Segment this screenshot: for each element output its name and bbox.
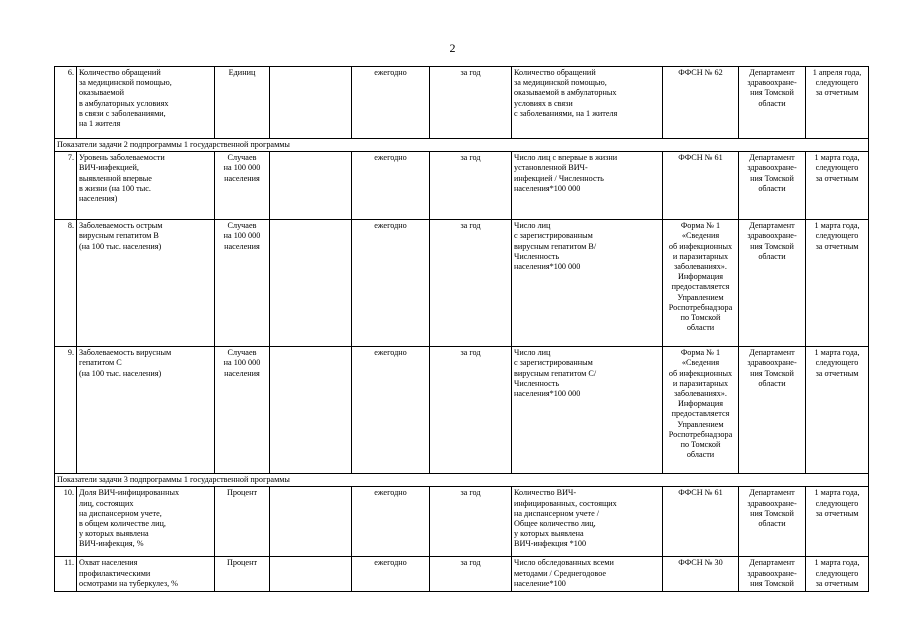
deadline: 1 марта года, следующего за отчетным bbox=[806, 557, 869, 592]
blank-cell bbox=[270, 152, 352, 220]
data-source: ФФСН № 61 bbox=[663, 487, 739, 557]
table-row bbox=[55, 347, 869, 474]
calculation-method: Число лиц с зарегистрированным вирусным гепатитом С/ Численность населения*100 000 bbox=[512, 347, 663, 474]
indicator-name: Заболеваемость острым вирусным гепатитом В (на 100 тыс. населения) bbox=[77, 220, 215, 347]
indicator-name: Уровень заболеваемости ВИЧ-инфекцией, выявленной впервые в жизни (на 100 тыс. населения) bbox=[77, 152, 215, 220]
period: за год bbox=[430, 487, 512, 557]
row-number: 6. bbox=[55, 67, 77, 139]
responsible-body: Департамент здравоохране- ния Томской области bbox=[739, 487, 806, 557]
period: за год bbox=[430, 220, 512, 347]
indicators-table bbox=[54, 66, 869, 592]
responsible-body: Департамент здравоохране- ния Томской области bbox=[739, 347, 806, 474]
row-number: 10. bbox=[55, 487, 77, 557]
data-source: ФФСН № 30 bbox=[663, 557, 739, 592]
section-header-task-3 bbox=[55, 474, 869, 487]
blank-cell bbox=[270, 67, 352, 139]
unit-of-measure: Единиц bbox=[215, 67, 270, 139]
responsible-body: Департамент здравоохране- ния Томской области bbox=[739, 220, 806, 347]
row-number: 8. bbox=[55, 220, 77, 347]
table-body bbox=[55, 67, 869, 592]
calculation-method: Количество обращений за медицинской помощью, оказываемой в амбулаторных условиях в связи с заболеваниями, на 1 жителя bbox=[512, 67, 663, 139]
table-row bbox=[55, 487, 869, 557]
deadline: 1 марта года, следующего за отчетным bbox=[806, 152, 869, 220]
frequency: ежегодно bbox=[352, 347, 430, 474]
calculation-method: Количество ВИЧ- инфицированных, состоящих на диспансерном учете / Общее количество лиц, у которых выявлена ВИЧ-инфекция *100 bbox=[512, 487, 663, 557]
table-row bbox=[55, 220, 869, 347]
deadline: 1 марта года, следующего за отчетным bbox=[806, 487, 869, 557]
frequency: ежегодно bbox=[352, 152, 430, 220]
period: за год bbox=[430, 67, 512, 139]
blank-cell bbox=[270, 220, 352, 347]
data-source: Форма № 1 «Сведения об инфекционных и паразитарных заболеваниях». Информация предоставляется Управлением Роспотребнадзора по Томской области bbox=[663, 220, 739, 347]
responsible-body: Департамент здравоохране- ния Томской bbox=[739, 557, 806, 592]
unit-of-measure: Процент bbox=[215, 557, 270, 592]
blank-cell bbox=[270, 487, 352, 557]
calculation-method: Число лиц с впервые в жизни установленной ВИЧ- инфекцией / Численность населения*100 000 bbox=[512, 152, 663, 220]
data-source: Форма № 1 «Сведения об инфекционных и паразитарных заболеваниях». Информация предоставляется Управлением Роспотребнадзора по Томской области bbox=[663, 347, 739, 474]
period: за год bbox=[430, 347, 512, 474]
page-number: 2 bbox=[449, 41, 456, 55]
indicator-name: Доля ВИЧ-инфицированных лиц, состоящих на диспансерном учете, в общем количестве лиц, у которых выявлена ВИЧ-инфекция, % bbox=[77, 487, 215, 557]
section-header-task-2 bbox=[55, 139, 869, 152]
unit-of-measure: Случаев на 100 000 населения bbox=[215, 152, 270, 220]
table-row bbox=[55, 152, 869, 220]
responsible-body: Департамент здравоохране- ния Томской области bbox=[739, 67, 806, 139]
unit-of-measure: Случаев на 100 000 населения bbox=[215, 220, 270, 347]
row-number: 7. bbox=[55, 152, 77, 220]
table-row bbox=[55, 67, 869, 139]
deadline: 1 марта года, следующего за отчетным bbox=[806, 347, 869, 474]
frequency: ежегодно bbox=[352, 220, 430, 347]
frequency: ежегодно bbox=[352, 557, 430, 592]
blank-cell bbox=[270, 557, 352, 592]
calculation-method: Число лиц с зарегистрированным вирусным гепатитом В/ Численность населения*100 000 bbox=[512, 220, 663, 347]
deadline: 1 марта года, следующего за отчетным bbox=[806, 220, 869, 347]
indicator-name: Заболеваемость вирусным гепатитом С (на 100 тыс. населения) bbox=[77, 347, 215, 474]
row-number: 11. bbox=[55, 557, 77, 592]
table-row bbox=[55, 557, 869, 592]
period: за год bbox=[430, 557, 512, 592]
deadline: 1 апреля года, следующего за отчетным bbox=[806, 67, 869, 139]
calculation-method: Число обследованных всеми методами / Среднегодовое население*100 bbox=[512, 557, 663, 592]
data-source: ФФСН № 61 bbox=[663, 152, 739, 220]
section-header-task-2-label: Показатели задачи 2 подпрограммы 1 государственной программы bbox=[55, 139, 869, 152]
indicator-name: Количество обращений за медицинской помощью, оказываемой в амбулаторных условиях в связи с заболеваниями, на 1 жителя bbox=[77, 67, 215, 139]
data-source: ФФСН № 62 bbox=[663, 67, 739, 139]
blank-cell bbox=[270, 347, 352, 474]
responsible-body: Департамент здравоохране- ния Томской области bbox=[739, 152, 806, 220]
section-header-task-3-label: Показатели задачи 3 подпрограммы 1 государственной программы bbox=[55, 474, 869, 487]
period: за год bbox=[430, 152, 512, 220]
unit-of-measure: Случаев на 100 000 населения bbox=[215, 347, 270, 474]
frequency: ежегодно bbox=[352, 67, 430, 139]
unit-of-measure: Процент bbox=[215, 487, 270, 557]
frequency: ежегодно bbox=[352, 487, 430, 557]
row-number: 9. bbox=[55, 347, 77, 474]
indicator-name: Охват населения профилактическими осмотрами на туберкулез, % bbox=[77, 557, 215, 592]
